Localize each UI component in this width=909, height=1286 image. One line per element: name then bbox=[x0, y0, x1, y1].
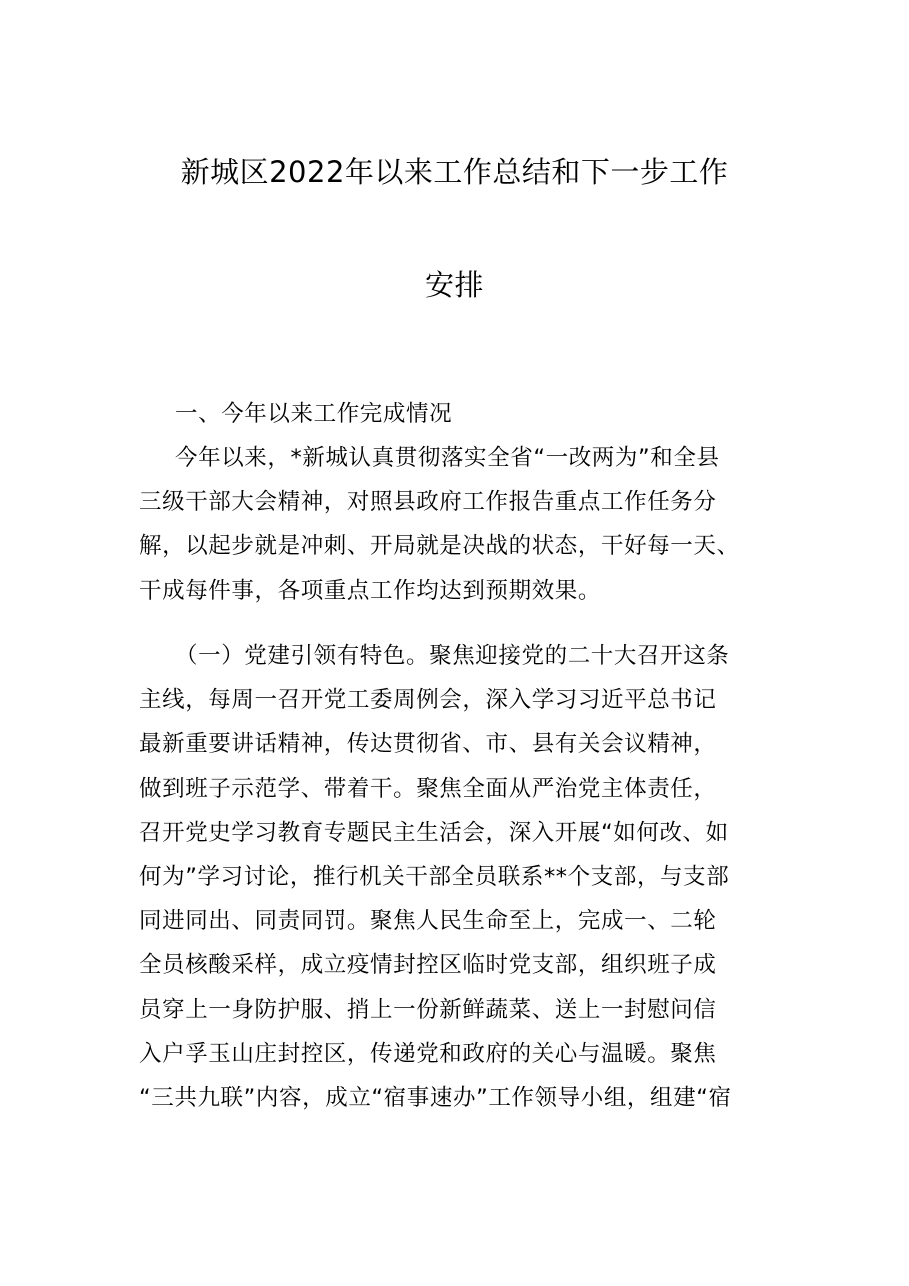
paragraph-line: 员穿上一身防护服、捎上一份新鲜蔬菜、送上一封慰问信 bbox=[139, 996, 717, 1023]
paragraph-line: 全员核酸采样，成立疫情封控区临时党支部，组织班子成 bbox=[139, 952, 717, 979]
paragraph-line: 入户孚玉山庄封控区，传递党和政府的关心与温暖。聚焦 bbox=[139, 1040, 717, 1067]
section-heading-text: 一、今年以来工作完成情况 bbox=[175, 401, 453, 427]
paragraph-line: 三级干部大会精神，对照县政府工作报告重点工作任务分 bbox=[139, 489, 717, 516]
paragraph-line: 做到班子示范学、带着干。聚焦全面从严治党主体责任， bbox=[139, 775, 717, 802]
paragraph-line: 今年以来，*新城认真贯彻落实全省“一改两为”和全县 bbox=[175, 445, 720, 471]
paragraph-line: “三共九联”内容，成立“宿事速办”工作领导小组，组建“宿 bbox=[139, 1084, 732, 1111]
paragraph-line: 最新重要讲话精神，传达贯彻省、市、县有关会议精神， bbox=[139, 731, 717, 758]
paragraph-2 bbox=[139, 634, 770, 1120]
paragraph-line: 干成每件事，各项重点工作均达到预期效果。 bbox=[139, 577, 602, 604]
paragraph-line: （一）党建引领有特色。聚焦迎接党的二十大召开这条 bbox=[175, 643, 730, 669]
document-title-line-1: 新城区2022年以来工作总结和下一步工作 bbox=[180, 155, 729, 189]
paragraph-line: 召开党史学习教育专题民主生活会，深入开展“如何改、如 bbox=[139, 819, 729, 846]
paragraph-line: 同进同出、同责同罚。聚焦人民生命至上，完成一、二轮 bbox=[139, 908, 717, 935]
paragraph-line: 何为”学习讨论，推行机关干部全员联系**个支部，与支部 bbox=[139, 863, 730, 890]
section-heading bbox=[139, 392, 452, 436]
paragraph-line: 解，以起步就是冲刺、开局就是决战的状态，干好每一天、 bbox=[139, 533, 740, 560]
document-title-line-2: 安排 bbox=[424, 268, 484, 302]
paragraph-line: 主线，每周一召开党工委周例会，深入学习习近平总书记 bbox=[139, 687, 717, 714]
paragraph-1 bbox=[139, 436, 770, 613]
